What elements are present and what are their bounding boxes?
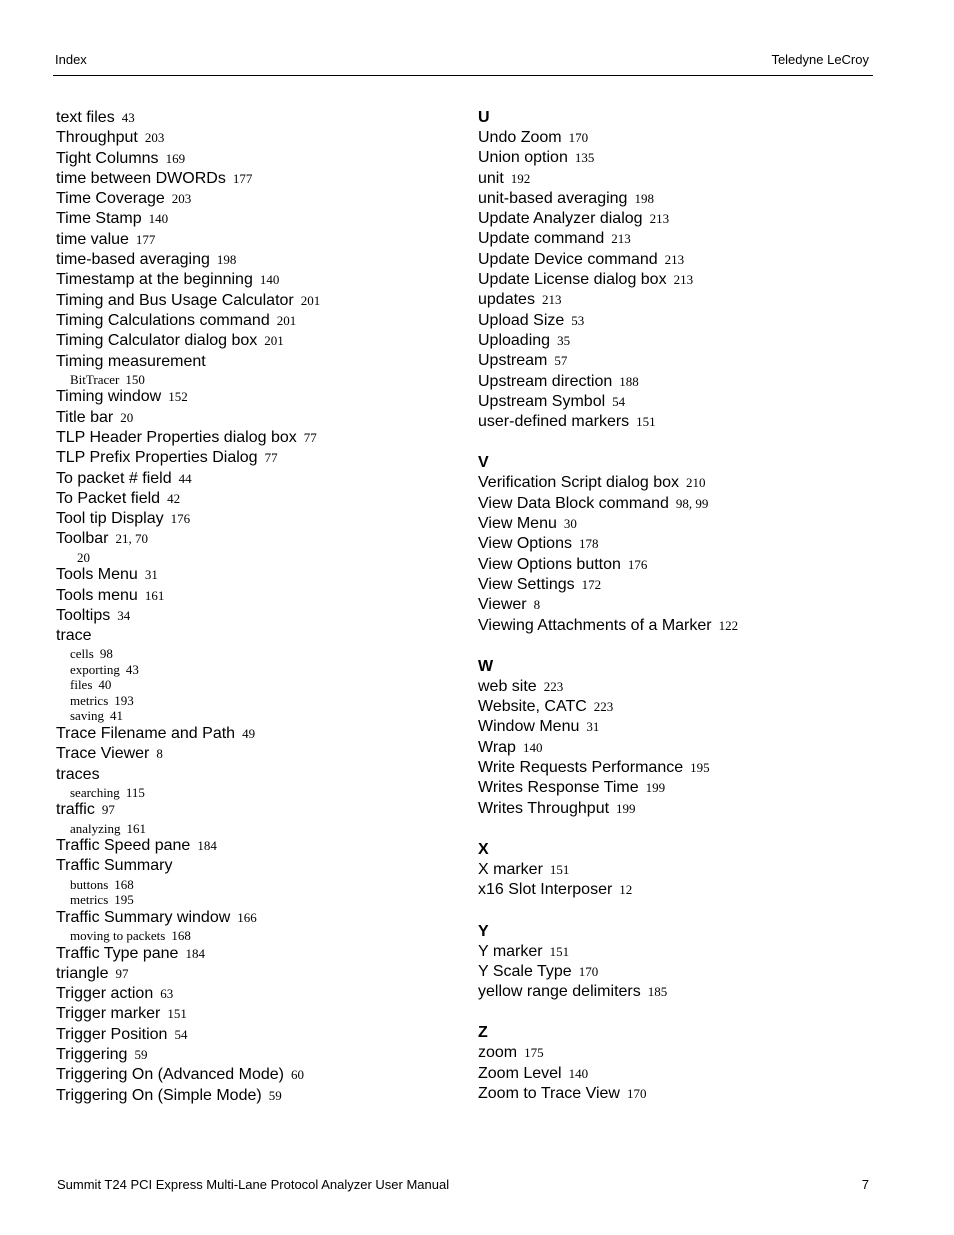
index-page-ref: 213 — [611, 231, 631, 247]
index-page-ref: 198 — [634, 190, 654, 206]
index-page-ref: 140 — [148, 211, 169, 227]
index-entry — [56, 352, 456, 372]
index-letter-section — [478, 840, 878, 901]
index-page-ref: 115 — [125, 784, 145, 800]
index-entry — [478, 351, 878, 371]
index-term: Update command — [478, 230, 605, 248]
index-entry — [478, 860, 878, 880]
index-entry — [478, 494, 878, 514]
index-term: Union option — [478, 149, 568, 167]
index-entry — [56, 908, 456, 928]
index-term: yellow range delimiters — [478, 983, 641, 1001]
page-header — [55, 52, 869, 70]
index-term: Toolbar — [56, 530, 109, 548]
index-term: x16 Slot Interposer — [478, 881, 613, 899]
index-entry — [56, 529, 456, 549]
index-entry — [478, 148, 878, 168]
index-term: View Options — [478, 535, 572, 553]
index-page-ref: 49 — [242, 725, 256, 741]
index-subentry — [56, 877, 456, 893]
index-entry — [478, 738, 878, 758]
index-term: Timing window — [56, 388, 162, 406]
index-term: Triggering On (Simple Mode) — [56, 1086, 262, 1104]
index-page-ref: 201 — [300, 292, 321, 308]
index-term: Y Scale Type — [478, 962, 572, 980]
index-entry — [56, 856, 456, 876]
header-company-name: Teledyne LeCroy — [771, 52, 869, 67]
index-page-ref: 135 — [574, 150, 595, 166]
index-term: Upstream — [478, 352, 548, 370]
index-page-ref: 54 — [612, 393, 626, 409]
index-term: Traffic Summary window — [56, 908, 231, 926]
header-section-title: Index — [55, 52, 87, 67]
index-entry — [56, 230, 456, 250]
index-page-ref: 195 — [114, 892, 134, 908]
index-subterm: saving — [70, 708, 104, 724]
index-entry — [478, 250, 878, 270]
index-entry — [478, 758, 878, 778]
index-entry — [478, 209, 878, 229]
index-page-ref: 151 — [167, 1006, 187, 1022]
index-page-ref: 201 — [264, 333, 284, 349]
index-page-ref: 140 — [522, 739, 543, 755]
index-term: Tools menu — [56, 586, 138, 604]
index-term: View Settings — [478, 575, 575, 593]
index-entry — [56, 331, 456, 351]
index-term: View Data Block command — [478, 494, 669, 512]
index-term: View Options button — [478, 555, 621, 573]
page-footer — [57, 1177, 869, 1195]
index-term: traces — [56, 765, 100, 783]
index-term: updates — [478, 291, 535, 309]
index-entry — [478, 942, 878, 962]
index-term: Title bar — [56, 408, 114, 426]
index-entry — [478, 616, 878, 636]
index-entry — [478, 555, 878, 575]
footer-manual-title: Summit T24 PCI Express Multi-Lane Protocol Analyzer User Manual — [57, 1177, 450, 1192]
index-page-ref: 213 — [673, 272, 694, 288]
index-entry — [56, 984, 456, 1004]
index-letter-section — [478, 657, 878, 819]
index-term: zoom — [478, 1044, 518, 1062]
index-page-ref: 42 — [167, 490, 181, 506]
index-entry — [56, 469, 456, 489]
index-letter-heading: Z — [478, 1024, 488, 1042]
index-entry — [478, 372, 878, 392]
index-term: Window Menu — [478, 718, 580, 736]
index-page-ref: 192 — [510, 170, 531, 186]
index-entry — [56, 1045, 456, 1065]
index-entry — [56, 189, 456, 209]
index-page-ref: 21, 70 — [115, 531, 148, 547]
index-page-ref: 41 — [109, 708, 123, 724]
index-page-ref: 188 — [619, 373, 639, 389]
index-entry — [56, 270, 456, 290]
index-page-ref: 122 — [718, 617, 739, 633]
index-page-ref: 178 — [578, 536, 599, 552]
index-entry — [56, 565, 456, 585]
index-column-left — [56, 108, 456, 1106]
index-page-ref: 152 — [168, 389, 188, 405]
index-page-ref: 170 — [578, 963, 599, 979]
index-subentry — [56, 662, 456, 678]
index-page-ref: 97 — [101, 802, 115, 818]
index-subentry — [56, 928, 456, 944]
index-entry — [56, 606, 456, 626]
index-page-ref: 184 — [185, 945, 205, 961]
index-letter-section — [478, 108, 878, 432]
index-page-ref: 98, 99 — [675, 495, 709, 511]
index-term: web site — [478, 677, 537, 695]
index-term: Viewer — [478, 596, 527, 614]
index-entry — [56, 291, 456, 311]
index-entry — [478, 189, 878, 209]
index-entry — [478, 880, 878, 900]
index-page-ref: 210 — [686, 475, 706, 491]
index-page-ref: 161 — [126, 820, 147, 836]
index-entry — [478, 799, 878, 819]
index-page-ref: 40 — [98, 677, 112, 693]
index-page-ref: 199 — [616, 800, 636, 816]
index-entry — [478, 982, 878, 1002]
index-entry — [478, 1084, 878, 1104]
index-subterm: files — [70, 677, 93, 693]
index-subentry — [56, 892, 456, 908]
index-entry — [478, 331, 878, 351]
index-term: To packet # field — [56, 469, 172, 487]
index-term: View Menu — [478, 515, 557, 533]
index-entry — [56, 209, 456, 229]
index-subentry — [56, 693, 456, 709]
index-entry — [56, 509, 456, 529]
index-term: Traffic Summary — [56, 857, 173, 875]
index-page-ref: 168 — [114, 876, 134, 892]
index-page-ref: 8 — [533, 597, 541, 613]
index-term: Traffic Speed pane — [56, 837, 191, 855]
index-term: Traffic Type pane — [56, 944, 179, 962]
index-entry — [56, 765, 456, 785]
index-entry — [478, 473, 878, 493]
index-page-ref: 31 — [586, 719, 600, 735]
index-entry — [478, 677, 878, 697]
index-page-ref: 166 — [237, 909, 257, 925]
index-page-ref: 54 — [174, 1026, 188, 1042]
index-term: trace — [56, 627, 92, 645]
index-entry — [478, 697, 878, 717]
index-page-ref: 176 — [627, 556, 648, 572]
index-term: Timing and Bus Usage Calculator — [56, 291, 294, 309]
index-subentry — [56, 708, 456, 724]
index-page-ref: 168 — [171, 928, 191, 943]
index-term: Time Coverage — [56, 190, 165, 208]
index-term: Trace Viewer — [56, 745, 150, 763]
index-term: Viewing Attachments of a Marker — [478, 616, 712, 634]
index-page-ref: 57 — [554, 353, 568, 369]
index-term: Triggering On (Advanced Mode) — [56, 1066, 284, 1084]
index-term: TLP Header Properties dialog box — [56, 428, 297, 446]
index-entry — [56, 408, 456, 428]
index-term: Writes Throughput — [478, 799, 610, 817]
index-term: Triggering — [56, 1045, 128, 1063]
index-entry — [56, 626, 456, 646]
index-entry — [478, 534, 878, 554]
index-subentry — [56, 372, 456, 388]
footer-page-number: 7 — [861, 1177, 869, 1192]
index-page-ref: 213 — [541, 292, 562, 308]
index-entry — [56, 1065, 456, 1085]
index-entry — [56, 1025, 456, 1045]
index-term: Update Device command — [478, 250, 658, 268]
index-page-continuation: 20 — [77, 549, 90, 565]
index-term: Zoom to Trace View — [478, 1084, 620, 1102]
index-entry — [478, 575, 878, 595]
index-page-ref: 184 — [197, 838, 217, 854]
index-entry — [478, 595, 878, 615]
index-letter-section — [478, 922, 878, 1003]
index-entry — [56, 724, 456, 744]
index-entry — [478, 717, 878, 737]
index-page-ref: 30 — [563, 516, 577, 532]
index-term: time between DWORDs — [56, 169, 226, 187]
index-page-ref: 150 — [125, 371, 145, 387]
index-subterm: searching — [70, 784, 120, 800]
index-subentry — [56, 646, 456, 662]
index-page-ref: 59 — [268, 1087, 282, 1103]
index-entry — [56, 108, 456, 128]
index-term: Verification Script dialog box — [478, 474, 679, 492]
index-term: Timing Calculations command — [56, 311, 270, 329]
index-page-ref: 201 — [276, 312, 297, 328]
index-page-ref: 31 — [144, 567, 158, 583]
index-subentry — [56, 785, 456, 801]
index-page-ref: 8 — [156, 746, 163, 762]
index-page-ref: 176 — [170, 511, 191, 527]
index-letter-heading: Y — [478, 922, 489, 940]
index-entry — [56, 311, 456, 331]
index-term: Upload Size — [478, 311, 565, 329]
index-term: Trigger marker — [56, 1005, 161, 1023]
index-page-ref: 203 — [144, 130, 165, 146]
index-subterm: metrics — [70, 692, 109, 708]
index-letter-heading: X — [478, 840, 489, 858]
index-page-ref: 223 — [543, 678, 564, 694]
index-page-ref: 213 — [664, 251, 685, 267]
index-term: Timing measurement — [56, 352, 206, 370]
index-entry — [56, 128, 456, 148]
index-page-ref: 161 — [144, 587, 165, 603]
index-term: X marker — [478, 860, 543, 878]
index-entry — [478, 1064, 878, 1084]
index-term: Upstream direction — [478, 372, 613, 390]
index-term: unit — [478, 169, 504, 187]
index-term: Writes Response Time — [478, 779, 639, 797]
index-page-ref: 44 — [178, 470, 192, 486]
index-term: Update License dialog box — [478, 271, 667, 289]
index-entry — [56, 1086, 456, 1106]
index-term: Tools Menu — [56, 566, 138, 584]
index-term: Undo Zoom — [478, 129, 562, 146]
index-subterm: metrics — [70, 892, 109, 908]
index-term: Trigger action — [56, 985, 154, 1003]
index-term: Timing Calculator dialog box — [56, 332, 258, 350]
index-subterm: BitTracer — [70, 371, 120, 387]
index-entry — [56, 800, 456, 820]
index-term: Tooltips — [56, 606, 111, 624]
index-entry — [478, 962, 878, 982]
index-term: Timestamp at the beginning — [56, 271, 253, 289]
index-page-ref: 53 — [571, 312, 585, 328]
index-term: Tool tip Display — [56, 510, 164, 528]
index-page-ref: 193 — [114, 692, 134, 708]
index-column-right — [478, 108, 878, 1125]
index-page-ref: 77 — [303, 429, 317, 445]
index-entry — [478, 128, 878, 148]
index-term: Update Analyzer dialog — [478, 210, 643, 228]
index-page-ref: 203 — [171, 191, 192, 207]
index-term: Throughput — [56, 129, 138, 147]
index-entry — [56, 744, 456, 764]
index-page-ref: 63 — [160, 986, 174, 1002]
index-entry — [478, 778, 878, 798]
index-term: triangle — [56, 964, 109, 982]
index-term: Trigger Position — [56, 1025, 168, 1043]
index-subterm: buttons — [70, 876, 109, 892]
index-page-ref: 172 — [581, 576, 602, 592]
index-entry — [478, 412, 878, 432]
index-term: Time Stamp — [56, 210, 142, 228]
index-page-ref: 77 — [264, 450, 278, 466]
index-page-ref: 169 — [165, 150, 186, 166]
index-term: TLP Prefix Properties Dialog — [56, 449, 258, 467]
index-page-ref: 151 — [549, 943, 570, 959]
index-page-ref: 20 — [120, 409, 134, 425]
index-entry — [478, 392, 878, 412]
index-entry — [478, 229, 878, 249]
index-entry — [478, 169, 878, 189]
index-term: Zoom Level — [478, 1064, 562, 1082]
index-page-ref: 213 — [649, 211, 670, 227]
index-page-ref: 199 — [645, 780, 666, 796]
index-entry — [56, 964, 456, 984]
index-page-ref: 12 — [619, 882, 633, 898]
index-page-ref: 177 — [232, 170, 253, 186]
index-subterm: analyzing — [70, 820, 121, 836]
index-entry — [56, 944, 456, 964]
index-entry — [478, 514, 878, 534]
index-letter-section — [478, 453, 878, 635]
index-term: Write Requests Performance — [478, 759, 684, 777]
index-entry — [56, 448, 456, 468]
index-entry — [56, 149, 456, 169]
index-page-ref: 198 — [216, 252, 237, 268]
index-term: text files — [56, 109, 115, 126]
index-term: Wrap — [478, 738, 516, 756]
index-page-ref: 35 — [557, 332, 571, 348]
index-term: time-based averaging — [56, 251, 210, 269]
index-page-ref: 170 — [568, 130, 589, 145]
index-entry — [56, 489, 456, 509]
index-entry — [56, 586, 456, 606]
index-term: Y marker — [478, 942, 543, 960]
index-entry — [56, 387, 456, 407]
index-page-ref: 195 — [690, 760, 710, 776]
index-subterm: exporting — [70, 661, 120, 677]
index-page-ref: 34 — [117, 607, 131, 623]
index-page-ref: 43 — [125, 661, 139, 677]
index-page-ref: 151 — [549, 861, 570, 877]
index-letter-heading: U — [478, 109, 490, 126]
index-page-ref: 97 — [115, 965, 129, 981]
index-term: Uploading — [478, 331, 551, 349]
index-entry — [478, 311, 878, 331]
index-letter-heading: W — [478, 657, 494, 675]
index-term: time value — [56, 230, 129, 248]
index-entry — [56, 428, 456, 448]
index-term: Tight Columns — [56, 149, 159, 167]
index-entry — [478, 1043, 878, 1063]
index-page-ref: 185 — [647, 984, 668, 1000]
index-page-ref: 151 — [636, 414, 656, 430]
index-page-ref: 175 — [524, 1045, 544, 1061]
index-page-ref: 177 — [135, 231, 156, 247]
index-entry — [478, 290, 878, 310]
index-term: traffic — [56, 801, 95, 819]
index-term: Website, CATC — [478, 698, 587, 716]
index-letter-heading: V — [478, 454, 489, 472]
index-letter-section — [478, 1023, 878, 1104]
index-entry — [56, 250, 456, 270]
index-entry — [56, 1004, 456, 1024]
index-term: Upstream Symbol — [478, 392, 606, 410]
index-entry — [56, 169, 456, 189]
index-subentry — [56, 677, 456, 693]
index-subentry — [56, 821, 456, 837]
index-term: Trace Filename and Path — [56, 724, 236, 742]
header-rule — [53, 75, 873, 76]
index-entry — [56, 836, 456, 856]
index-page-ref: 170 — [626, 1085, 647, 1101]
index-page-ref: 140 — [259, 272, 280, 288]
index-subterm: moving to packets — [70, 928, 166, 943]
index-page-ref: 98 — [99, 646, 113, 662]
index-page-ref: 59 — [134, 1046, 148, 1062]
index-entry — [478, 270, 878, 290]
index-term: unit-based averaging — [478, 189, 628, 207]
index-page-ref: 43 — [121, 110, 135, 125]
index-subterm: cells — [70, 646, 94, 662]
index-page-ref: 223 — [593, 699, 614, 715]
index-page-ref: 140 — [568, 1065, 589, 1081]
index-term: user-defined markers — [478, 413, 630, 431]
index-page-ref: 60 — [290, 1067, 304, 1083]
index-term: To Packet field — [56, 489, 161, 507]
